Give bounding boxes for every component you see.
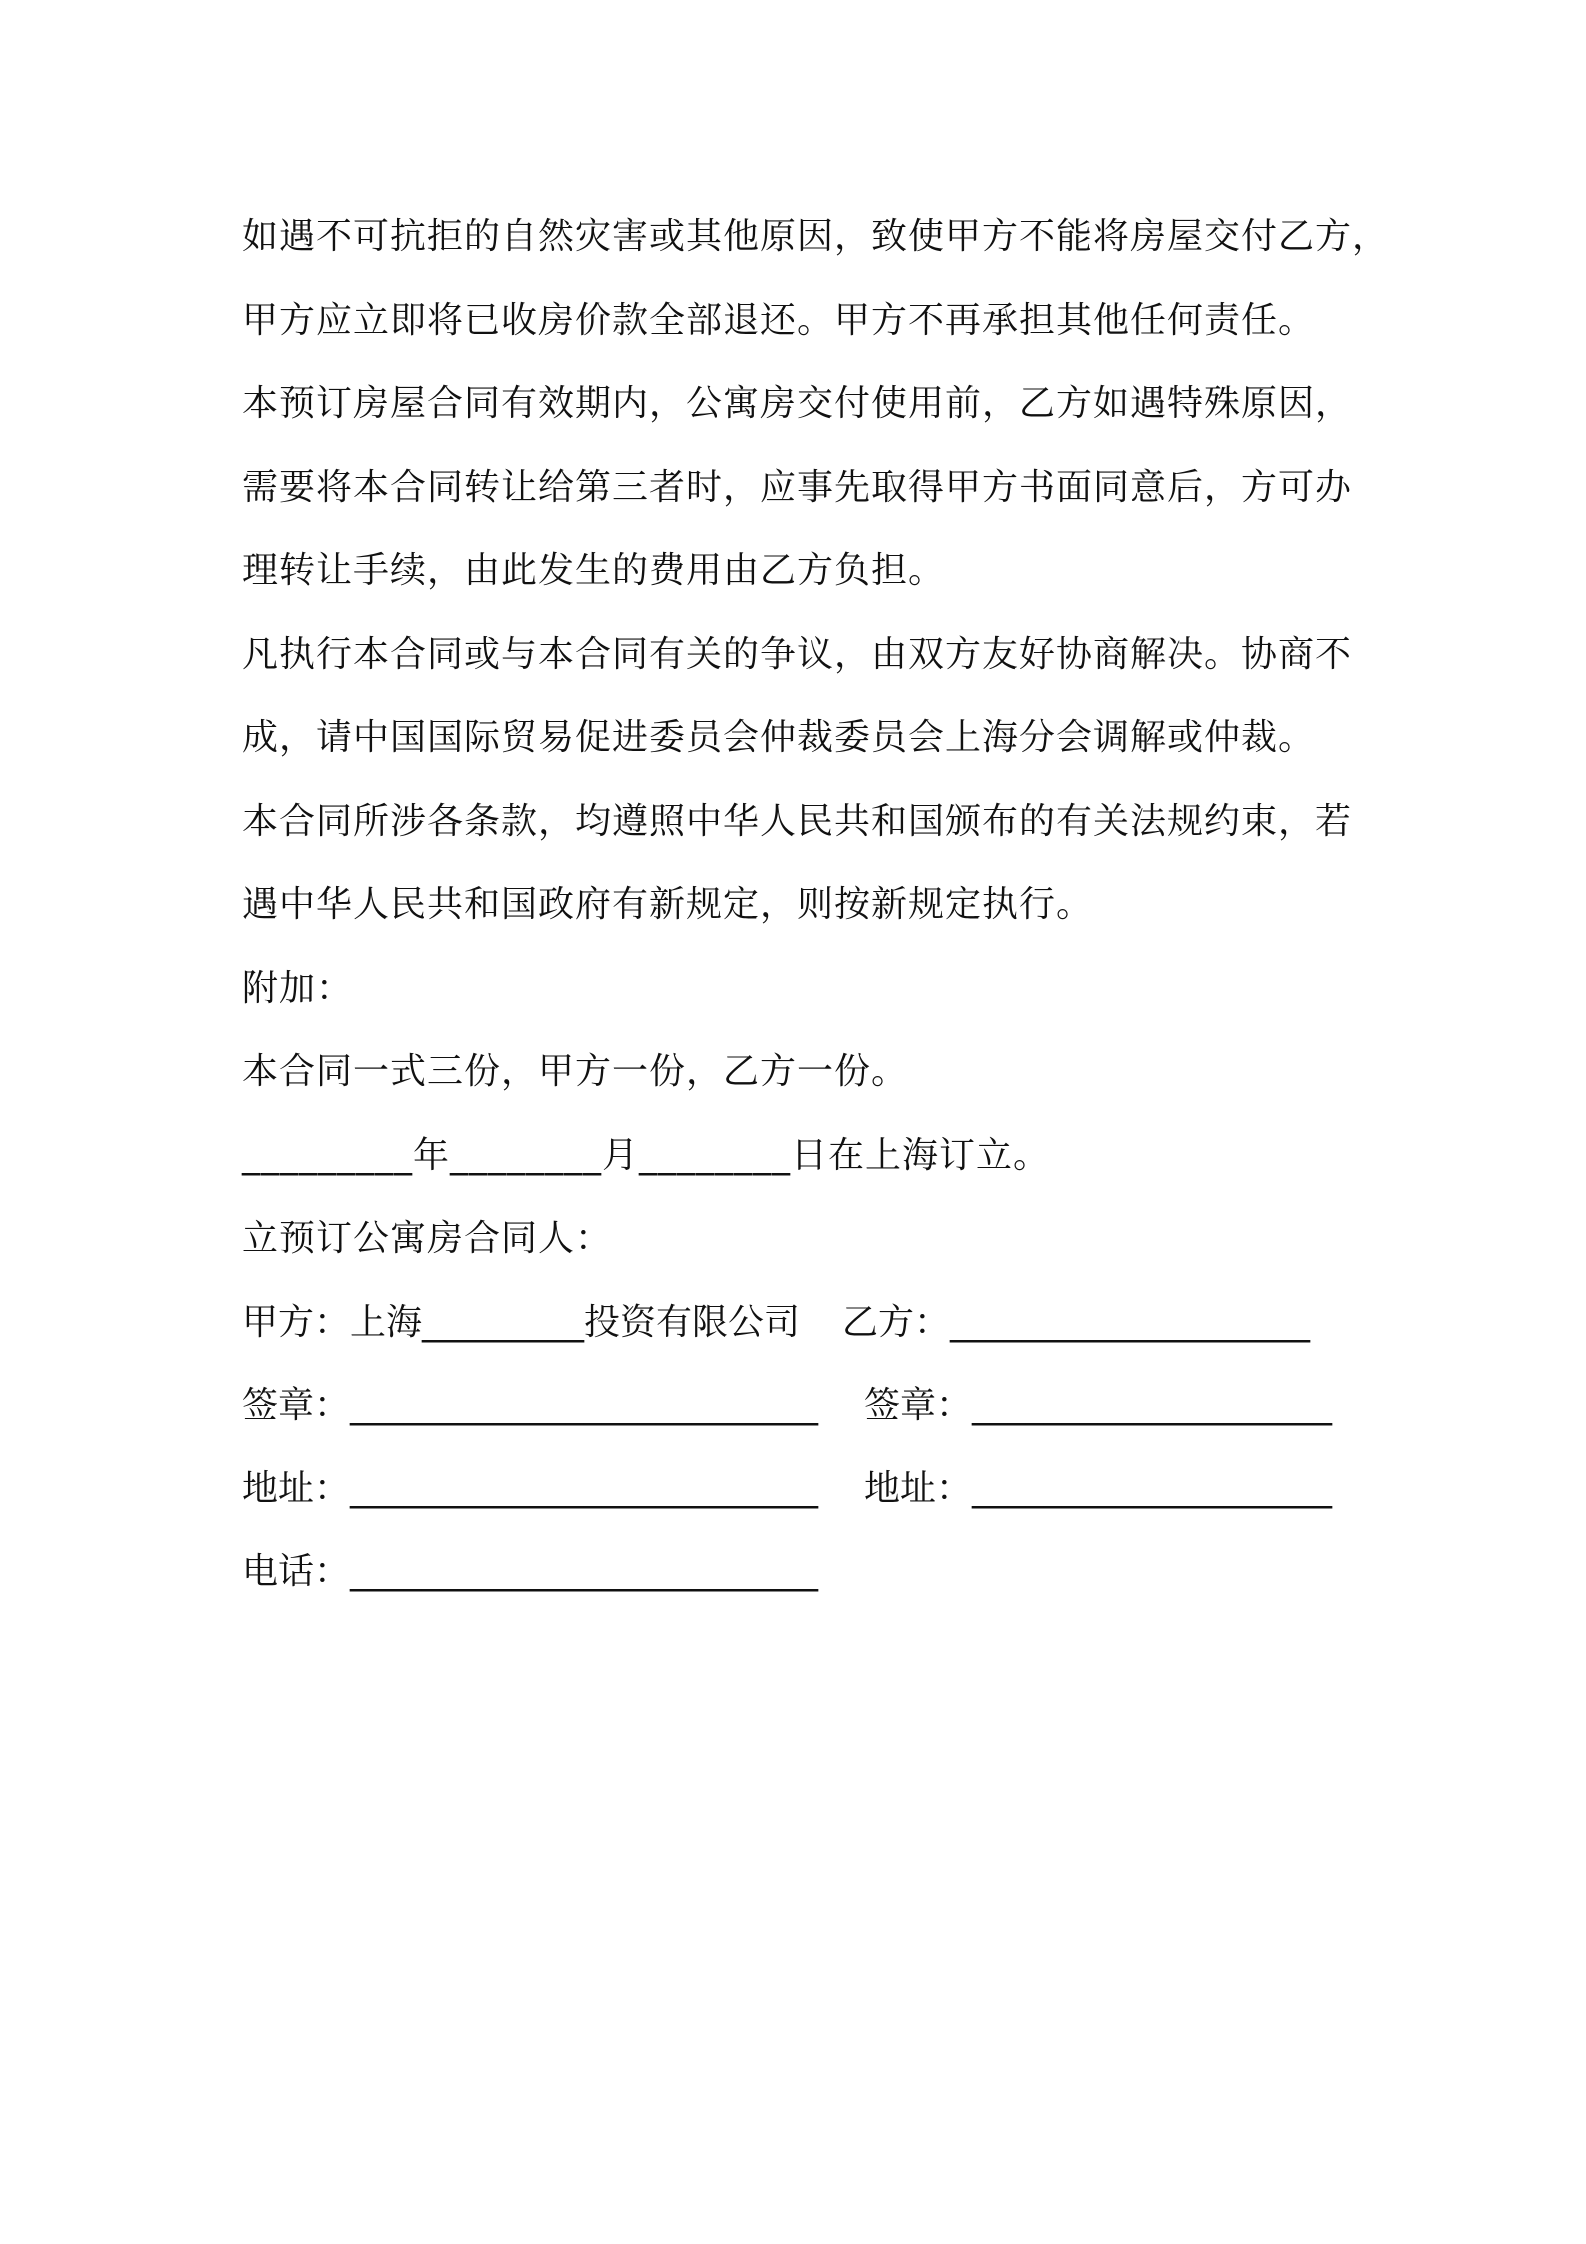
paragraph-line-4: 需要将本合同转让给第三者时，应事先取得甲方书面同意后，方可办 [242, 466, 1353, 508]
signature-row-address [242, 1447, 1372, 1530]
paragraph-line-6: 凡执行本合同或与本合同有关的争议，由双方友好协商解决。协商不 [242, 633, 1353, 675]
paragraph-line-3: 本预订房屋合同有效期内，公寓房交付使用前，乙方如遇特殊原因， [242, 383, 1353, 424]
contracting-parties-heading: 立预订公寓房合同人： [242, 1218, 613, 1259]
paragraph-line-5: 理转让手续，由此发生的费用由乙方负担。 [242, 550, 946, 591]
seal-a-field: 签章：__________________________ [242, 1384, 819, 1426]
signature-row-phone [242, 1530, 1372, 1613]
signature-row-seal [242, 1364, 1372, 1447]
paragraph-line-9: 遇中华人民共和国政府有新规定，则按新规定执行。 [242, 884, 1094, 925]
party-b-field: 乙方：____________________ [842, 1301, 1311, 1343]
signing-date-line: _________年________月________日在上海订立。 [242, 1134, 1051, 1176]
phone-a-field: 电话：__________________________ [242, 1550, 819, 1592]
paragraph-line-7: 成，请中国国际贸易促进委员会仲裁委员会上海分会调解或仲裁。 [242, 717, 1316, 758]
signature-row-party [242, 1281, 1372, 1364]
appendix-heading: 附加： [242, 967, 354, 1009]
contract-body [242, 195, 1390, 1613]
paragraph-line-8: 本合同所涉各条款，均遵照中华人民共和国颁布的有关法规约束，若 [242, 800, 1353, 842]
party-a-field: 甲方：上海_________投资有限公司 [242, 1301, 801, 1343]
copies-statement: 本合同一式三份，甲方一份，乙方一份。 [242, 1051, 909, 1092]
paragraph-line-1: 如遇不可抗拒的自然灾害或其他原因，致使甲方不能将房屋交付乙方， [242, 216, 1390, 257]
address-b-field: 地址：____________________ [864, 1467, 1333, 1509]
seal-b-field: 签章：____________________ [864, 1384, 1333, 1426]
address-a-field: 地址：__________________________ [242, 1467, 819, 1509]
paragraph-line-2: 甲方应立即将已收房价款全部退还。甲方不再承担其他任何责任。 [242, 299, 1316, 341]
